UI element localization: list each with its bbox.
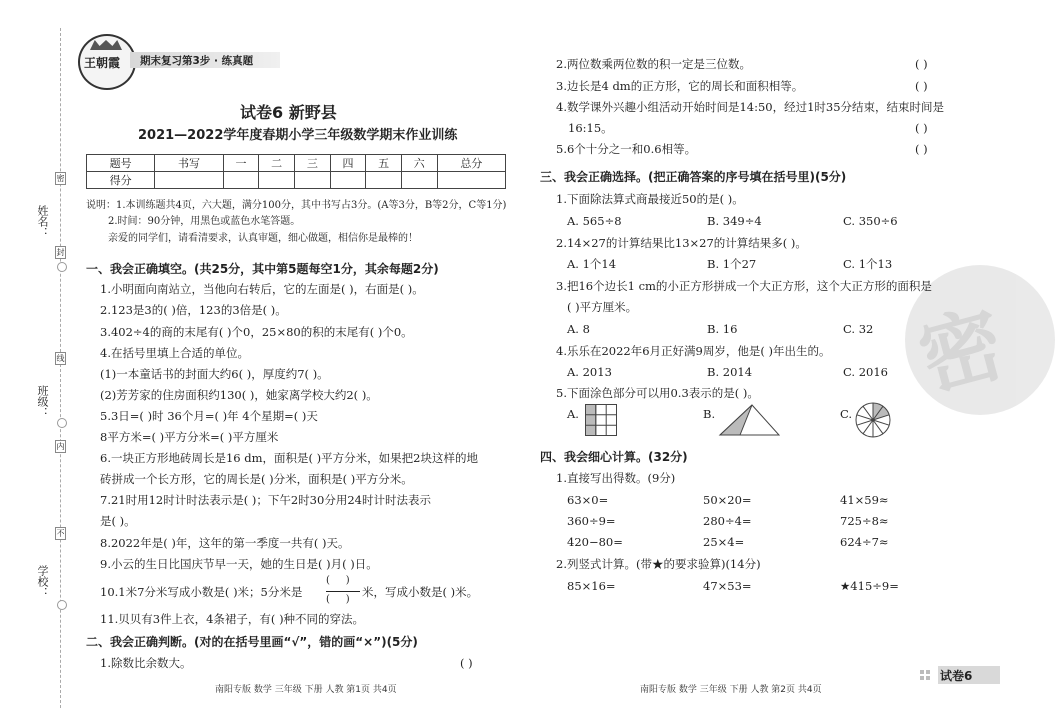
paper-subtitle: 2021—2022学年度春期小学三年级数学期末作业训练	[138, 128, 458, 143]
vertical-calc: ★415÷9=	[840, 579, 899, 593]
fraction-bar	[326, 591, 360, 592]
question-line: 10.1米7分米写成小数是( )米；5分米是	[100, 585, 303, 599]
choice-question-cont: ( )平方厘米。	[567, 300, 638, 314]
oral-calc: 50×20=	[703, 493, 752, 507]
choice-question: 1.下面除法算式商最接近50的是( )。	[556, 192, 744, 206]
score-input-cell[interactable]	[155, 172, 223, 189]
note-line: 亲爱的同学们，请看清要求，认真审题，细心做题，相信你是最棒的！	[108, 233, 418, 244]
judge-item: 3.边长是4 dm的正方形，它的周长和面积相等。	[556, 79, 804, 93]
choice-option[interactable]: B. 16	[707, 322, 738, 336]
choice-question: 4.乐乐在2022年6月正好满9周岁，他是( )年出生的。	[556, 344, 831, 358]
choice-option[interactable]: C. 2016	[843, 365, 888, 379]
note-line: 2.时间：90分钟，用黑色或蓝色水笔答题。	[108, 216, 301, 227]
score-input-cell[interactable]	[437, 172, 505, 189]
oral-calc: 25×4=	[703, 535, 745, 549]
note-line: 说明：1.本训练题共4页，六大题，满分100分，其中书写占3分。(A等3分，B等2分，C等1分)	[86, 200, 507, 211]
table-cell: 六	[401, 155, 437, 172]
choice-option[interactable]: C. 350÷6	[843, 214, 898, 228]
table-cell: 一	[223, 155, 259, 172]
choice-option[interactable]: A. 565÷8	[567, 214, 622, 228]
choice-option[interactable]: C. 32	[843, 322, 874, 336]
oral-calc: 280÷4=	[703, 514, 752, 528]
oral-calc: 624÷7≈	[840, 535, 889, 549]
question-line: 8.2022年是( )年，这年的第一季度一共有( )天。	[100, 536, 350, 550]
circle-shaded-figure	[855, 402, 891, 438]
fraction-denominator-paren: ( )	[326, 594, 350, 605]
school-label: 学校：	[36, 565, 49, 598]
banner-text: 期末复习第3步 · 练真题	[140, 55, 254, 67]
binding-hole	[57, 262, 67, 272]
name-label: 姓名：	[36, 205, 49, 238]
choice-option[interactable]: B. 349÷4	[707, 214, 762, 228]
score-table-header-row	[87, 155, 506, 172]
choice-option[interactable]: C. 1个13	[843, 257, 893, 271]
judge-item: 1.除数比余数大。	[100, 656, 192, 670]
table-cell: 三	[295, 155, 331, 172]
decor-square	[920, 676, 924, 680]
triangle-shaded-figure	[720, 404, 780, 436]
seal-char: 不	[56, 529, 65, 538]
question-line: 5.3日=( )时 36个月=( )年 4个星期=( )天	[100, 409, 318, 423]
answer-paren[interactable]: ( )	[915, 57, 928, 71]
table-cell: 总分	[437, 155, 505, 172]
step-banner	[130, 52, 280, 68]
choice-option[interactable]: C.	[840, 407, 853, 421]
question-line: 11.贝贝有3件上衣，4条裙子，有( )种不同的穿法。	[100, 612, 365, 626]
question-line: 米，写成小数是( )米。	[362, 585, 479, 599]
score-table-score-row	[87, 172, 506, 189]
score-input-cell[interactable]	[330, 172, 366, 189]
choice-question: 3.把16个边长1 cm的小正方形拼成一个大正方形，这个大正方形的面积是	[556, 279, 932, 293]
answer-paren[interactable]: ( )	[915, 79, 928, 93]
oral-calc: 420−80=	[567, 535, 623, 549]
paper-title: 试卷6 新野县	[240, 103, 337, 122]
oral-calc: 63×0=	[567, 493, 609, 507]
question-line: 4.在括号里填上合适的单位。	[100, 346, 249, 360]
judge-item: 16:15。	[568, 121, 613, 135]
decor-square	[926, 676, 930, 680]
sub-question: 1.直接写出得数。(9分)	[556, 471, 676, 485]
answer-paren[interactable]: ( )	[460, 656, 473, 670]
choice-question: 2.14×27的计算结果比13×27的计算结果多( )。	[556, 236, 807, 250]
question-line: 1.小明面向南站立，当他向右转后，它的左面是( )，右面是( )。	[100, 282, 424, 296]
score-input-cell[interactable]	[295, 172, 331, 189]
oral-calc: 360÷9=	[567, 514, 616, 528]
fraction-numerator-paren: ( )	[326, 575, 350, 586]
table-cell: 得分	[87, 172, 155, 189]
seal-char: 封	[56, 248, 65, 257]
score-table	[86, 154, 506, 189]
question-line: 2.123是3的( )倍，123的3倍是( )。	[100, 303, 287, 317]
question-line: (1)一本童话书的封面大约6( )，厚度约7( )。	[100, 367, 329, 381]
decor-square	[920, 670, 924, 674]
choice-option[interactable]: B.	[703, 407, 716, 421]
binding-hole	[57, 600, 67, 610]
question-line: 3.402÷4的商的末尾有( )个0，25×80的积的末尾有( )个0。	[100, 325, 413, 339]
vertical-calc: 85×16=	[567, 579, 616, 593]
seal-watermark-char: 密	[909, 295, 1014, 409]
class-label: 班级：	[36, 385, 49, 418]
choice-option[interactable]: A. 8	[567, 322, 590, 336]
seal-char: 内	[56, 442, 65, 451]
question-line: 9.小云的生日比国庆节早一天，她的生日是( )月( )日。	[100, 557, 378, 571]
page-footer: 南阳专版 数学 三年级 下册 人教 第1页 共4页	[215, 685, 397, 695]
choice-option[interactable]: A. 2013	[567, 365, 612, 379]
choice-option[interactable]: B. 2014	[707, 365, 753, 379]
table-cell: 五	[366, 155, 402, 172]
table-cell: 四	[330, 155, 366, 172]
question-line: 砖拼成一个长方形，它的周长是( )分米，面积是( )平方分米。	[100, 472, 413, 486]
answer-paren[interactable]: ( )	[915, 121, 928, 135]
choice-option[interactable]: A.	[567, 407, 579, 421]
choice-option[interactable]: A. 1个14	[567, 257, 617, 271]
question-line: 6.一块正方形地砖周长是16 dm，面积是( )平方分米，如果把2块这样的地	[100, 451, 478, 465]
answer-paren[interactable]: ( )	[915, 142, 928, 156]
judge-item: 5.6个十分之一和0.6相等。	[556, 142, 697, 156]
score-input-cell[interactable]	[401, 172, 437, 189]
paper-number-label: 试卷6	[940, 669, 973, 683]
judge-item: 4.数学课外兴趣小组活动开始时间是14:50，经过1时35分结束，结束时间是	[556, 100, 945, 114]
seal-char: 密	[56, 174, 65, 183]
score-input-cell[interactable]	[366, 172, 402, 189]
section-title: 四、我会细心计算。(32分)	[540, 450, 688, 464]
grid-shaded-figure	[585, 404, 617, 436]
score-input-cell[interactable]	[223, 172, 259, 189]
sub-question: 2.列竖式计算。(带★的要求验算)(14分)	[556, 557, 761, 571]
oral-calc: 725÷8≈	[840, 514, 889, 528]
vertical-calc: 47×53=	[703, 579, 752, 593]
page-footer: 南阳专版 数学 三年级 下册 人教 第2页 共4页	[640, 685, 822, 695]
question-line: 8平方米=( )平方分米=( )平方厘米	[100, 430, 279, 444]
question-line: (2)芳芳家的住房面积约130( )，她家离学校大约2( )。	[100, 388, 378, 402]
section-title: 三、我会正确选择。(把正确答案的序号填在括号里)(5分)	[540, 170, 847, 184]
seal-char: 线	[56, 354, 65, 363]
decor-square	[926, 670, 930, 674]
choice-question: 5.下面涂色部分可以用0.3表示的是( )。	[556, 386, 759, 400]
section-title: 一、我会正确填空。(共25分，其中第5题每空1分，其余每题2分)	[86, 262, 439, 276]
oral-calc: 41×59≈	[840, 493, 889, 507]
logo-text: 王朝霞	[84, 56, 121, 70]
judge-item: 2.两位数乘两位数的积一定是三位数。	[556, 57, 751, 71]
binding-hole	[57, 418, 67, 428]
choice-option[interactable]: B. 1个27	[707, 257, 757, 271]
crown-icon	[90, 40, 122, 50]
section-title: 二、我会正确判断。(对的在括号里画“√”，错的画“×”)(5分)	[86, 635, 418, 649]
question-line: 是( )。	[100, 514, 136, 528]
paper-number-tab	[938, 666, 1000, 684]
question-line: 7.21时用12时计时法表示是( )；下午2时30分用24时计时法表示	[100, 493, 431, 507]
score-input-cell[interactable]	[259, 172, 295, 189]
table-cell: 题号	[87, 155, 155, 172]
table-cell: 书写	[155, 155, 223, 172]
table-cell: 二	[259, 155, 295, 172]
brand-logo	[78, 34, 136, 90]
